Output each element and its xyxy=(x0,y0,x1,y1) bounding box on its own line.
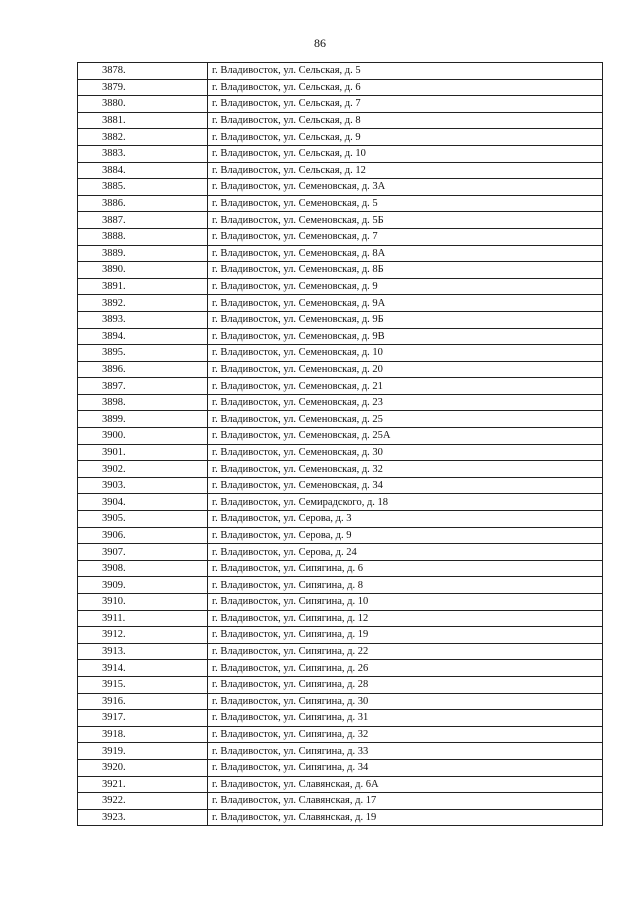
row-address: г. Владивосток, ул. Сипягина, д. 22 xyxy=(208,643,603,660)
table-row xyxy=(78,511,603,528)
row-number: 3910. xyxy=(78,594,208,611)
table-row xyxy=(78,228,603,245)
row-address: г. Владивосток, ул. Семеновская, д. 23 xyxy=(208,394,603,411)
row-address: г. Владивосток, ул. Семеновская, д. 7 xyxy=(208,228,603,245)
table-row xyxy=(78,311,603,328)
row-address: г. Владивосток, ул. Сипягина, д. 8 xyxy=(208,577,603,594)
table-row xyxy=(78,776,603,793)
row-address: г. Владивосток, ул. Семирадского, д. 18 xyxy=(208,494,603,511)
table-row xyxy=(78,63,603,80)
table-row xyxy=(78,411,603,428)
row-address: г. Владивосток, ул. Серова, д. 24 xyxy=(208,544,603,561)
table-row xyxy=(78,378,603,395)
row-address: г. Владивосток, ул. Семеновская, д. 8Б xyxy=(208,262,603,279)
row-address: г. Владивосток, ул. Семеновская, д. 25 xyxy=(208,411,603,428)
row-address: г. Владивосток, ул. Славянская, д. 6А xyxy=(208,776,603,793)
row-number: 3898. xyxy=(78,394,208,411)
row-address: г. Владивосток, ул. Семеновская, д. 34 xyxy=(208,477,603,494)
table-row xyxy=(78,627,603,644)
row-address: г. Владивосток, ул. Семеновская, д. 5Б xyxy=(208,212,603,229)
table-row xyxy=(78,743,603,760)
row-number: 3878. xyxy=(78,63,208,80)
row-number: 3882. xyxy=(78,129,208,146)
table-row xyxy=(78,444,603,461)
row-address: г. Владивосток, ул. Сипягина, д. 32 xyxy=(208,726,603,743)
row-number: 3901. xyxy=(78,444,208,461)
row-number: 3895. xyxy=(78,345,208,362)
row-number: 3920. xyxy=(78,759,208,776)
row-address: г. Владивосток, ул. Сельская, д. 10 xyxy=(208,145,603,162)
row-address: г. Владивосток, ул. Семеновская, д. 20 xyxy=(208,361,603,378)
table-row xyxy=(78,793,603,810)
table-row xyxy=(78,494,603,511)
table-row xyxy=(78,809,603,826)
row-number: 3916. xyxy=(78,693,208,710)
row-address: г. Владивосток, ул. Сипягина, д. 6 xyxy=(208,560,603,577)
row-number: 3914. xyxy=(78,660,208,677)
row-number: 3919. xyxy=(78,743,208,760)
row-number: 3918. xyxy=(78,726,208,743)
row-number: 3899. xyxy=(78,411,208,428)
table-row xyxy=(78,96,603,113)
row-address: г. Владивосток, ул. Сипягина, д. 31 xyxy=(208,710,603,727)
row-number: 3902. xyxy=(78,461,208,478)
row-address: г. Владивосток, ул. Семеновская, д. 32 xyxy=(208,461,603,478)
row-number: 3896. xyxy=(78,361,208,378)
table-row xyxy=(78,544,603,561)
table-row xyxy=(78,527,603,544)
row-address: г. Владивосток, ул. Семеновская, д. 9 xyxy=(208,278,603,295)
row-address: г. Владивосток, ул. Сипягина, д. 30 xyxy=(208,693,603,710)
row-number: 3913. xyxy=(78,643,208,660)
row-address: г. Владивосток, ул. Сельская, д. 7 xyxy=(208,96,603,113)
table-row xyxy=(78,394,603,411)
row-address: г. Владивосток, ул. Семеновская, д. 25А xyxy=(208,428,603,445)
table-row xyxy=(78,145,603,162)
table-row xyxy=(78,179,603,196)
row-address: г. Владивосток, ул. Семеновская, д. 10 xyxy=(208,345,603,362)
row-number: 3906. xyxy=(78,527,208,544)
table-row xyxy=(78,79,603,96)
page-number: 86 xyxy=(314,36,326,50)
table-row xyxy=(78,245,603,262)
table-row xyxy=(78,112,603,129)
row-number: 3883. xyxy=(78,145,208,162)
table-row xyxy=(78,295,603,312)
table-row xyxy=(78,195,603,212)
table-row xyxy=(78,162,603,179)
row-address: г. Владивосток, ул. Славянская, д. 19 xyxy=(208,809,603,826)
row-number: 3891. xyxy=(78,278,208,295)
row-number: 3887. xyxy=(78,212,208,229)
row-number: 3892. xyxy=(78,295,208,312)
row-address: г. Владивосток, ул. Сельская, д. 6 xyxy=(208,79,603,96)
table-row xyxy=(78,693,603,710)
table-row xyxy=(78,594,603,611)
table-row xyxy=(78,278,603,295)
row-number: 3922. xyxy=(78,793,208,810)
row-number: 3903. xyxy=(78,477,208,494)
row-address: г. Владивосток, ул. Сипягина, д. 10 xyxy=(208,594,603,611)
row-number: 3886. xyxy=(78,195,208,212)
row-address: г. Владивосток, ул. Сельская, д. 9 xyxy=(208,129,603,146)
row-number: 3909. xyxy=(78,577,208,594)
row-number: 3908. xyxy=(78,560,208,577)
table-row xyxy=(78,643,603,660)
row-address: г. Владивосток, ул. Сипягина, д. 26 xyxy=(208,660,603,677)
row-address: г. Владивосток, ул. Сипягина, д. 12 xyxy=(208,610,603,627)
table-row xyxy=(78,212,603,229)
row-number: 3885. xyxy=(78,179,208,196)
row-number: 3911. xyxy=(78,610,208,627)
row-address: г. Владивосток, ул. Сипягина, д. 33 xyxy=(208,743,603,760)
table-row xyxy=(78,262,603,279)
row-address: г. Владивосток, ул. Сельская, д. 12 xyxy=(208,162,603,179)
row-address: г. Владивосток, ул. Семеновская, д. 8А xyxy=(208,245,603,262)
table-row xyxy=(78,129,603,146)
row-number: 3900. xyxy=(78,428,208,445)
row-address: г. Владивосток, ул. Семеновская, д. 30 xyxy=(208,444,603,461)
row-address: г. Владивосток, ул. Сельская, д. 8 xyxy=(208,112,603,129)
row-number: 3894. xyxy=(78,328,208,345)
table-row xyxy=(78,345,603,362)
table-row xyxy=(78,361,603,378)
row-address: г. Владивосток, ул. Семеновская, д. 21 xyxy=(208,378,603,395)
row-number: 3912. xyxy=(78,627,208,644)
table-row xyxy=(78,428,603,445)
row-address: г. Владивосток, ул. Сипягина, д. 28 xyxy=(208,676,603,693)
row-number: 3888. xyxy=(78,228,208,245)
table-row xyxy=(78,710,603,727)
table-row xyxy=(78,726,603,743)
row-number: 3889. xyxy=(78,245,208,262)
table-row xyxy=(78,328,603,345)
row-number: 3923. xyxy=(78,809,208,826)
row-number: 3921. xyxy=(78,776,208,793)
row-number: 3904. xyxy=(78,494,208,511)
address-table-body xyxy=(78,63,603,826)
row-number: 3907. xyxy=(78,544,208,561)
table-row xyxy=(78,610,603,627)
row-number: 3915. xyxy=(78,676,208,693)
table-row xyxy=(78,660,603,677)
row-number: 3881. xyxy=(78,112,208,129)
table-row xyxy=(78,759,603,776)
row-number: 3905. xyxy=(78,511,208,528)
table-row xyxy=(78,477,603,494)
table-row xyxy=(78,676,603,693)
row-address: г. Владивосток, ул. Серова, д. 9 xyxy=(208,527,603,544)
table-row xyxy=(78,577,603,594)
row-address: г. Владивосток, ул. Сельская, д. 5 xyxy=(208,63,603,80)
row-address: г. Владивосток, ул. Семеновская, д. 3А xyxy=(208,179,603,196)
row-address: г. Владивосток, ул. Семеновская, д. 5 xyxy=(208,195,603,212)
row-number: 3879. xyxy=(78,79,208,96)
row-number: 3917. xyxy=(78,710,208,727)
row-address: г. Владивосток, ул. Семеновская, д. 9А xyxy=(208,295,603,312)
table-row xyxy=(78,461,603,478)
address-table xyxy=(77,62,603,826)
row-number: 3884. xyxy=(78,162,208,179)
row-number: 3893. xyxy=(78,311,208,328)
row-address: г. Владивосток, ул. Семеновская, д. 9Б xyxy=(208,311,603,328)
row-address: г. Владивосток, ул. Сипягина, д. 19 xyxy=(208,627,603,644)
row-address: г. Владивосток, ул. Семеновская, д. 9В xyxy=(208,328,603,345)
row-address: г. Владивосток, ул. Сипягина, д. 34 xyxy=(208,759,603,776)
row-number: 3890. xyxy=(78,262,208,279)
table-row xyxy=(78,560,603,577)
row-number: 3897. xyxy=(78,378,208,395)
row-address: г. Владивосток, ул. Серова, д. 3 xyxy=(208,511,603,528)
row-number: 3880. xyxy=(78,96,208,113)
row-address: г. Владивосток, ул. Славянская, д. 17 xyxy=(208,793,603,810)
